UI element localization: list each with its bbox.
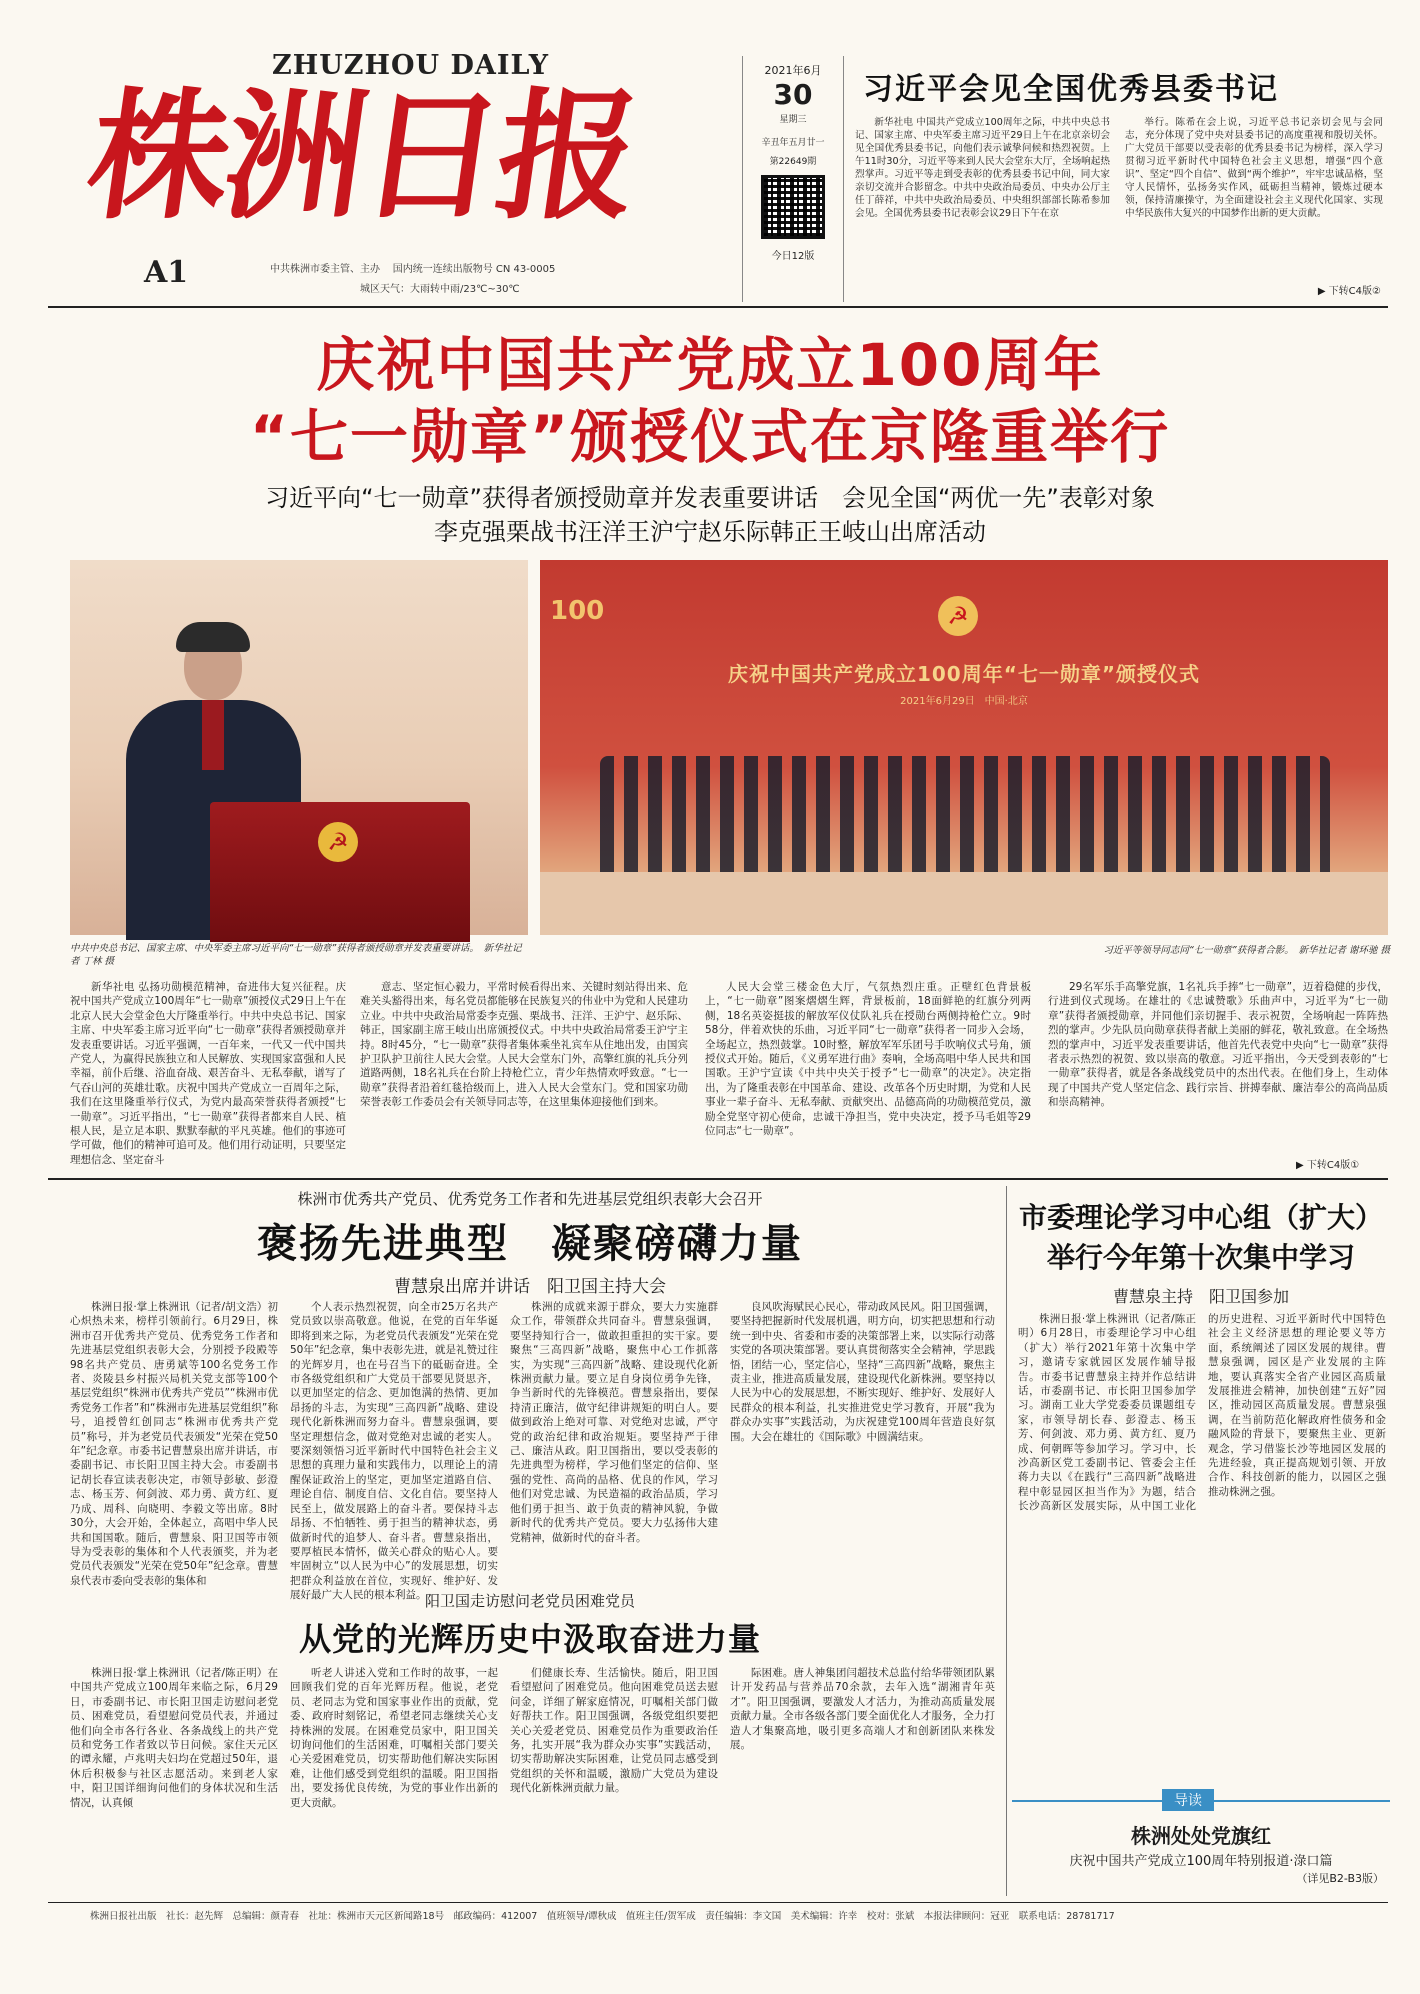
headline-sub-1: 习近平向“七一勋章”获得者颁授勋章并发表重要讲话 会见全国“两优一先”表彰对象 [265, 484, 1155, 512]
study-text: 株洲日报·掌上株洲讯（记者/陈正明）6月28日，市委理论学习中心组（扩大）举行2021年第十次集中学习，邀请专家就园区发展作辅导报告。市委书记曹慧泉主持并作总结讲话，市委副书记、市长阳卫国参加学习。湖南工业大学党委委员课题组专家，市领导胡长春、彭澄志、杨玉芳、何剑波、邓力勇、黄方红、夏乃成、何朝晖等参加学习。学习中，长沙高新区党工委副书记、管委会主任蒋力夫以《在践行“三高四新”战略进程中彰显园区担当作为》为题，结合长沙高新区发展实际，从中国工业化的历史进程、习近平新时代中国特色社会主义经济思想的理论要义等方面，系统阐述了园区发展的规律。曹慧泉强调，园区是产业发展的主阵地，要认真落实全省产业园区高质量发展推进会精神，加快创建“五好”园区，推动园区高质量发展。曹慧泉强调，在当前防范化解政府性债务和金融风险的背景下，要聚焦主业、更新观念，学习借鉴长沙等地园区发展的先进经验，真正提高规划引领、开放合作、科技创新的能力，以园区之强推动株洲之强。 [1018, 1313, 1386, 1513]
banner-text: 庆祝中国共产党成立100周年“七一勋章”颁授仪式 [727, 662, 1201, 686]
masthead [78, 48, 725, 306]
photo-left-caption: 中共中央总书记、国家主席、中央军委主席习近平向“七一勋章”获得者颁授勋章并发表重要讲话。 新华社记者 丁林 摄 [70, 943, 522, 967]
photo-speech[interactable] [70, 560, 528, 935]
date-weekday: 星期三 [779, 115, 807, 125]
headline-line-1[interactable]: 庆祝中国共产党成立100周年 [316, 331, 1104, 399]
headline-sub-2: 李克强栗战书汪洋王沪宁赵乐际韩正王岐山出席活动 [434, 518, 986, 546]
photo-group[interactable] [540, 560, 1388, 935]
study-subtitle: 曹慧泉主持 阳卫国参加 [1112, 1287, 1289, 1306]
top-story-title[interactable]: 习近平会见全国优秀县委书记 [863, 72, 1279, 107]
award-col-3: 株洲的成就来源于群众，要大力实施群众工作，带领群众共同奋斗。曹慧泉强调，要坚持知行合一，做敢担重担的实干家。要聚焦“三高四新”战略，聚焦中心工作抓落实，为实现“三高四新”战略、建设现代化新株洲贡献力量。要立足自身岗位勇争先锋，争当新时代的先锋模范。曹慧泉指出，要保持清正廉洁，做守纪律讲规矩的明白人。要做到政治上绝对可靠、对党绝对忠诚，严守党的政治纪律和政治规矩。要坚持严于律己、廉洁从政。阳卫国指出，要以受表彰的先进典型为榜样，学习他们坚定的信仰、坚强的党性、高尚的品格、优良的作风，学习他们对党忠诚、为民造福的政治品质，学习他们勇于担当、敢于负责的精神风貌，争做新时代的优秀共产党员。要大力弘扬伟大建党精神，做新时代的奋斗者。 [510, 1301, 718, 1544]
party-emblem-icon: ☭ [318, 822, 358, 862]
visit-title[interactable]: 从党的光辉历史中汲取奋进力量 [298, 1620, 761, 1658]
date-block [742, 56, 844, 302]
award-subtitle: 曹慧泉出席并讲话 阳卫国主持大会 [394, 1277, 666, 1297]
footer-imprint: 株洲日报社出版 社长：赵先辉 总编辑：颜青春 社址：株洲市天元区新闻路18号 邮政编码：412007 值班领导/谭秋成 值班主任/贺军成 责任编辑：李文国 美术编辑：许幸 校对：张斌 本报法律顾问：冠亚 联系电话：28781717 [90, 1911, 1115, 1922]
stage-floor [540, 872, 1388, 935]
top-story-continued[interactable]: ▶ 下转C4版② [1317, 286, 1381, 297]
banner-emblem-icon: ☭ [938, 596, 978, 636]
main-article-col-4: 29名军乐手高擎党旗，1名礼兵手捧“七一勋章”，迈着稳健的步伐，行进到仪式现场。在雄壮的《忠诚赞歌》乐曲声中，习近平为“七一勋章”获得者颁授勋章，并同他们亲切握手、表示祝贺，全场响起一阵阵热烈的掌声。少先队员向勋章获得者献上美丽的鲜花，敬礼致意。在全场热烈的掌声中，习近平发表重要讲话，他首先代表党中央向“七一勋章”获得者表示热烈的祝贺、致以崇高的敬意。习近平指出，今天受到表彰的“七一勋章”获得者，就是各条战线党员中的杰出代表。在他们身上，生动体现了中国共产党人坚定信念、践行宗旨、拼搏奉献、廉洁奉公的高尚品质和崇高精神。 [1048, 981, 1388, 1109]
main-article-col-3: 人民大会堂三楼金色大厅，气氛热烈庄重。正壁红色背景板上，“七一勋章”图案熠熠生辉，背景板前，18面鲜艳的红旗分列两侧，18名英姿挺拔的解放军仪仗队礼兵在授勋台两侧持枪伫立。9时58分，伴着欢快的乐曲，习近平同“七一勋章”获得者一同步入会场，全场起立，热烈鼓掌。10时整，解放军军乐团号手吹响仪式号角，颁授仪式开始。随后，《义勇军进行曲》奏响，全场高唱中华人民共和国国歌。王沪宁宣读《中共中央关于授予“七一勋章”的决定》。决定指出，为了隆重表彰在中国革命、建设、改革各个历史时期，为党和人民事业一辈子奋斗、无私奉献、贡献突出、品德高尚的功勋模范党员，激励全党坚守初心使命，忠诚干净担当，党中央决定，授予马毛姐等29位同志“七一勋章”。 [705, 981, 1031, 1138]
visit-kicker: 阳卫国走访慰问老党员困难党员 [424, 1592, 635, 1610]
issue-number: 第22649期 [769, 157, 817, 167]
main-article-continued[interactable]: ▶ 下转C4版① [1296, 1160, 1360, 1171]
footer-rule [48, 1902, 1388, 1903]
guide-subtitle: 庆祝中国共产党成立100周年特别报道·淥口篇 [1069, 1854, 1333, 1869]
award-col-2: 个人表示热烈祝贺，向全市25万名共产党员致以崇高敬意。他说，在党的百年华诞即将到来之际，为老党员代表颁发“光荣在党50年”纪念章，集中表彰先进，就是礼赞过往的光辉岁月，也在号召当下的砥砺奋进。全市各级党组织和广大党员干部要见贤思齐，以更加坚定的信念、更加饱满的热情、更加昂扬的斗志，为实现“三高四新”战略、建设现代化新株洲而努力奋斗。曹慧泉强调，要坚定理想信念，做对党绝对忠诚的老实人。要深刻领悟习近平新时代中国特色社会主义思想的真理力量和实践伟力，以理论上的清醒保证政治上的坚定，更加坚定道路自信、理论自信、制度自信、文化自信。要坚持人民至上，做发展路上的奋斗者。要保持斗志昂扬、不怕牺牲、勇于担当的精神状态，勇做新时代的追梦人、奋斗者。曹慧泉指出，要厚植民本情怀，做关心群众的贴心人。要牢固树立“以人民为中心”的发展思想，切实把群众利益放在首位，实现好、维护好、发展好最广大人民的根本利益。 [290, 1301, 498, 1602]
date-day: 30 [773, 78, 813, 111]
award-col-1: 株洲日报·掌上株洲讯（记者/胡文浩）初心炽热未来，榜样引领前行。6月29日，株洲市召开优秀共产党员、优秀党务工作者和先进基层党组织表彰大会，分别授予段殿等98名共产党员、唐勇斌等100名党务工作者、炎陵县乡村振兴局机关党支部等100个基层党组织“株洲市优秀共产党员”“株洲市优秀党务工作者”和“株洲市先进基层党组织”称号，追授曾红创同志“株洲市优秀共产党员”称号，并为老党员代表颁发“光荣在党50年”纪念章。市委书记曹慧泉出席并讲话，市委副书记、市长阳卫国主持大会。市委副书记胡长春宣读表彰决定，市领导彭敏、彭澄志、杨玉芳、何剑波、邓力勇、黄方红、夏乃成、周科、向晓明、李毅文等出席。8时30分，大会开始，全体起立，高唱中华人民共和国国歌。随后，曹慧泉、阳卫国等市领导为受表彰的集体和个人代表颁奖，并为老党员代表颁发“光荣在党50年”纪念章。曹慧泉代表市委向受表彰的集体和 [70, 1301, 278, 1587]
page-number: A1 [144, 255, 189, 290]
visit-col-2: 听老人讲述入党和工作时的故事，一起回顾我们党的百年光辉历程。他说，老党员、老同志为党和国家事业作出的贡献，党委、政府时刻铭记，希望老同志继续关心支持株洲的发展。在困难党员家中，阳卫国关切询问他们的生活困难，叮嘱相关部门要关心关爱困难党员，切实帮助他们解决实际困难，让他们感受到党组织的温暖。阳卫国指出，要发扬优良传统，为党的事业作出新的更大贡献。 [290, 1667, 498, 1809]
banner-date: 2021年6月29日 中国·北京 [900, 696, 1028, 707]
photo-right-caption: 习近平等领导同志同“七一勋章”获得者合影。 新华社记者 谢环驰 摄 [1103, 945, 1390, 956]
top-story-col-2: 举行。陈希在会上说，习近平总书记亲切会见与会同志，充分体现了党中央对县委书记的高度重视和殷切关怀。广大党员干部要以受表彰的优秀县委书记为榜样，深入学习贯彻习近平新时代中国特色社会主义思想，增强“四个意识”、坚定“四个自信”、做到“两个维护”，牢牢忠诚品格，坚守人民情怀，弘扬务实作风，砥砺担当精神，锻炼过硬本领，保持清廉操守，为全面建设社会主义现代化国家、实现中华民族伟大复兴的中国梦作出新的更大贡献。 [1125, 117, 1383, 219]
date-year-month: 2021年6月 [764, 64, 822, 77]
column-divider [1006, 1186, 1007, 1896]
award-group [600, 756, 1330, 876]
award-title[interactable]: 褒扬先进典型 凝聚磅礴力量 [257, 1221, 803, 1267]
visit-col-3: 们健康长寿、生活愉快。随后，阳卫国看望慰问了困难党员。他向困难党员送去慰问金，详细了解家庭情况，叮嘱相关部门做好帮扶工作。阳卫国强调，各级党组织要把关心关爱老党员、困难党员作为重要政治任务，扎实开展“我为群众办实事”实践活动，切实帮助解决实际困难，让党员同志感受到党组织的关怀和温暖，激励广大党员为建设现代化新株洲贡献力量。 [510, 1667, 718, 1795]
top-story-col-1: 新华社电 中国共产党成立100周年之际，中共中央总书记、国家主席、中央军委主席习近平29日上午在北京亲切会见全国优秀县委书记，向他们表示诚挚问候和热烈祝贺。上午11时30分，习近平等来到人民大会堂东大厅，全场响起热烈掌声。习近平等走到受表彰的优秀县委书记中间，同大家亲切交流并合影留念。中共中央政治局委员、中央办公厅主任丁薛祥，中共中央政治局委员、中央组织部部长陈希参加会见。全国优秀县委书记表彰会议29日下午在京 [855, 117, 1110, 219]
guide-label: 导读 [1162, 1789, 1214, 1811]
study-title-1[interactable]: 市委理论学习中心组（扩大） [1018, 1201, 1383, 1234]
visit-col-1: 株洲日报·掌上株洲讯（记者/陈正明）在中国共产党成立100周年来临之际，6月29日，市委副书记、市长阳卫国走访慰问老党员、困难党员，看望慰问党员代表，并通过他们向全市各行各业、各条战线上的共产党员和党务工作者致以节日问候。家住天元区的谭永耀，卢兆明夫妇均在党超过50年，退休后积极参与社区志愿活动。来到老人家中，阳卫国详细询问他们的身体状况和生活情况，认真倾 [70, 1667, 278, 1809]
guide-box[interactable] [1012, 1793, 1390, 1892]
headline-line-2[interactable]: “七一勋章”颁授仪式在京隆重举行 [249, 403, 1171, 471]
section-divider [48, 1178, 1388, 1180]
award-col-4: 良风吹海赋民心民心，带动政风民风。阳卫国强调，要坚持把握新时代发展机遇，明方向，切实把思想和行动统一到中央、省委和市委的决策部署上来，以实际行动落实党的各项决策部署。要认真贯彻落实全会精神，学思践悟，团结一心，坚定信心，坚持“三高四新”战略，聚焦主责主业，推进高质量发展，建设现代化新株洲。要坚持以人民为中心的发展思想，不断实现好、维护好、发展好人民群众的根本利益，扎实推进党史学习教育，开展“我为群众办实事”实践活动，为庆祝建党100周年营造良好氛围。大会在雄壮的《国际歌》中圆满结束。 [730, 1301, 995, 1443]
date-lunar: 辛丑年五月廿一 [761, 138, 825, 148]
masthead-divider [48, 306, 1388, 308]
masthead-title: 株洲日报 [78, 75, 646, 239]
award-kicker: 株洲市优秀共产党员、优秀党务工作者和先进基层党组织表彰大会召开 [297, 1190, 763, 1208]
guide-pages: （详见B2-B3版） [1296, 1872, 1384, 1885]
study-title-2[interactable]: 举行今年第十次集中学习 [1046, 1241, 1355, 1274]
page-count: 今日12版 [771, 251, 815, 262]
main-article-col-2: 意志、坚定恒心毅力，平常时候看得出来、关键时刻站得出来、危难关头豁得出来，每名党员都能够在民族复兴的伟业中为党和人民建功立业。中共中央政治局常委李克强、栗战书、汪洋、王沪宁、赵乐际、韩正，国家副主席王岐山出席颁授仪式。中共中央政治局常委王沪宁主持。8时45分，“七一勋章”获得者集体乘坐礼宾车从住地出发，由国宾护卫队护卫前往人民大会堂。人民大会堂东门外，高擎红旗的礼兵分列道路两侧，18名礼兵在台阶上持枪伫立，青少年热情欢呼致意。“七一勋章”获得者沿着红毯拾级而上，进入人民大会堂东门。党和国家功勋荣誉表彰工作委员会有关领导同志等，在这里集体迎接他们到来。 [360, 981, 688, 1109]
qr-code-icon[interactable] [761, 175, 825, 239]
main-article-col-1: 新华社电 弘扬功勋模范精神，奋进伟大复兴征程。庆祝中国共产党成立100周年“七一勋章”颁授仪式29日上午在北京人民大会堂金色大厅隆重举行。中共中央总书记、国家主席、中央军委主席习近平向“七一勋章”获得者颁授勋章并发表重要讲话。习近平强调，一百年来，一代又一代中国共产党人，为赢得民族独立和人民解放、实现国家富强和人民幸福，前仆后继、浴血奋战、艰苦奋斗、无私奉献，谱写了气吞山河的英雄壮歌。庆祝中国共产党成立一百周年之际，我们在这里隆重举行仪式，为党内最高荣誉获得者颁授“七一勋章”。习近平指出，“七一勋章”获得者都来自人民、植根人民，是立足本职、默默奉献的平凡英雄。他们的事迹可学可做，他们的精神可追可及。他们用行动证明，只要坚定理想信念、坚定奋斗 [70, 981, 346, 1166]
weather-line: 城区天气：大雨转中雨/23℃~30℃ [360, 284, 520, 295]
masthead-english: ZHUZHOU DAILY [272, 50, 549, 81]
sponsor-line: 中共株洲市委主管、主办 国内统一连续出版物号 CN 43-0005 [270, 264, 556, 275]
banner-100: 100 [550, 596, 605, 626]
top-story [855, 56, 1385, 302]
visit-col-4: 际困难。唐人神集团闫超技术总监付给华带领团队累计开发药品与营养品70余款，去年入选“湖湘青年英才”。阳卫国强调，要激发人才活力，为推动高质量发展贡献力量。全市各级各部门要全面优化人才服务，全力打造人才集聚高地，吸引更多高端人才和创新团队来株发展。 [730, 1667, 995, 1752]
guide-title: 株洲处处党旗红 [1131, 1824, 1271, 1848]
